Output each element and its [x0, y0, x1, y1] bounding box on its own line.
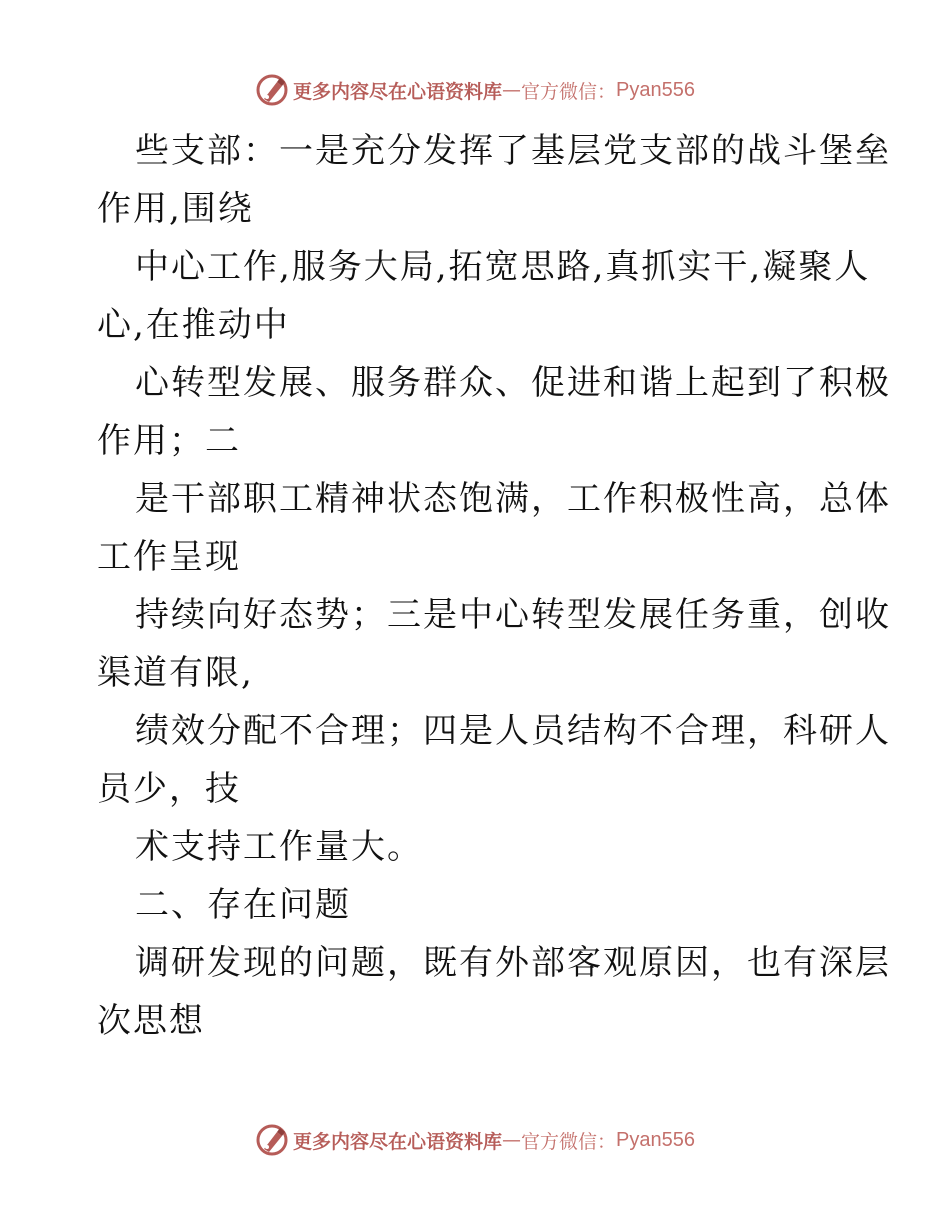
- watermark-label: 官方微信：: [521, 80, 617, 103]
- text-line: 绩效分配不合理；四是人员结构不合理，科研人: [135, 711, 891, 751]
- watermark-title: 更多内容尽在心语资料库: [293, 80, 503, 103]
- text-line: 渠道有限,: [97, 653, 254, 693]
- watermark-account: Pyan556: [616, 1128, 695, 1151]
- document-body: [97, 122, 891, 1050]
- footer-watermark: [0, 1120, 950, 1160]
- watermark-account: Pyan556: [616, 78, 695, 101]
- text-line: 次思想: [97, 1001, 205, 1041]
- text-line: 心转型发展、服务群众、促进和谐上起到了积极: [135, 363, 891, 403]
- text-line: 持续向好态势；三是中心转型发展任务重，创收: [135, 595, 891, 635]
- header-watermark: [0, 70, 950, 110]
- text-line: 中心工作,服务大局,拓宽思路,真抓实干,凝聚人: [135, 247, 871, 287]
- watermark-dash: —: [502, 1129, 522, 1151]
- text-line: 作用,围绕: [97, 189, 254, 229]
- text-line: 员少，技: [97, 769, 241, 809]
- text-line: 心,在推动中: [97, 305, 290, 345]
- text-line: 二、存在问题: [135, 885, 351, 925]
- watermark-title: 更多内容尽在心语资料库: [293, 1130, 503, 1153]
- text-line: 调研发现的问题，既有外部客观原因，也有深层: [135, 943, 891, 983]
- pen-logo-icon: [255, 1123, 289, 1157]
- pen-logo-icon: [255, 73, 289, 107]
- text-line: 是干部职工精神状态饱满，工作积极性高，总体: [135, 479, 891, 519]
- text-line: 些支部：一是充分发挥了基层党支部的战斗堡垒: [135, 131, 891, 171]
- text-line: 术支持工作量大。: [135, 827, 423, 867]
- text-line: 作用；二: [97, 421, 241, 461]
- text-line: 工作呈现: [97, 537, 241, 577]
- watermark-label: 官方微信：: [521, 1130, 617, 1153]
- watermark-dash: —: [502, 79, 522, 101]
